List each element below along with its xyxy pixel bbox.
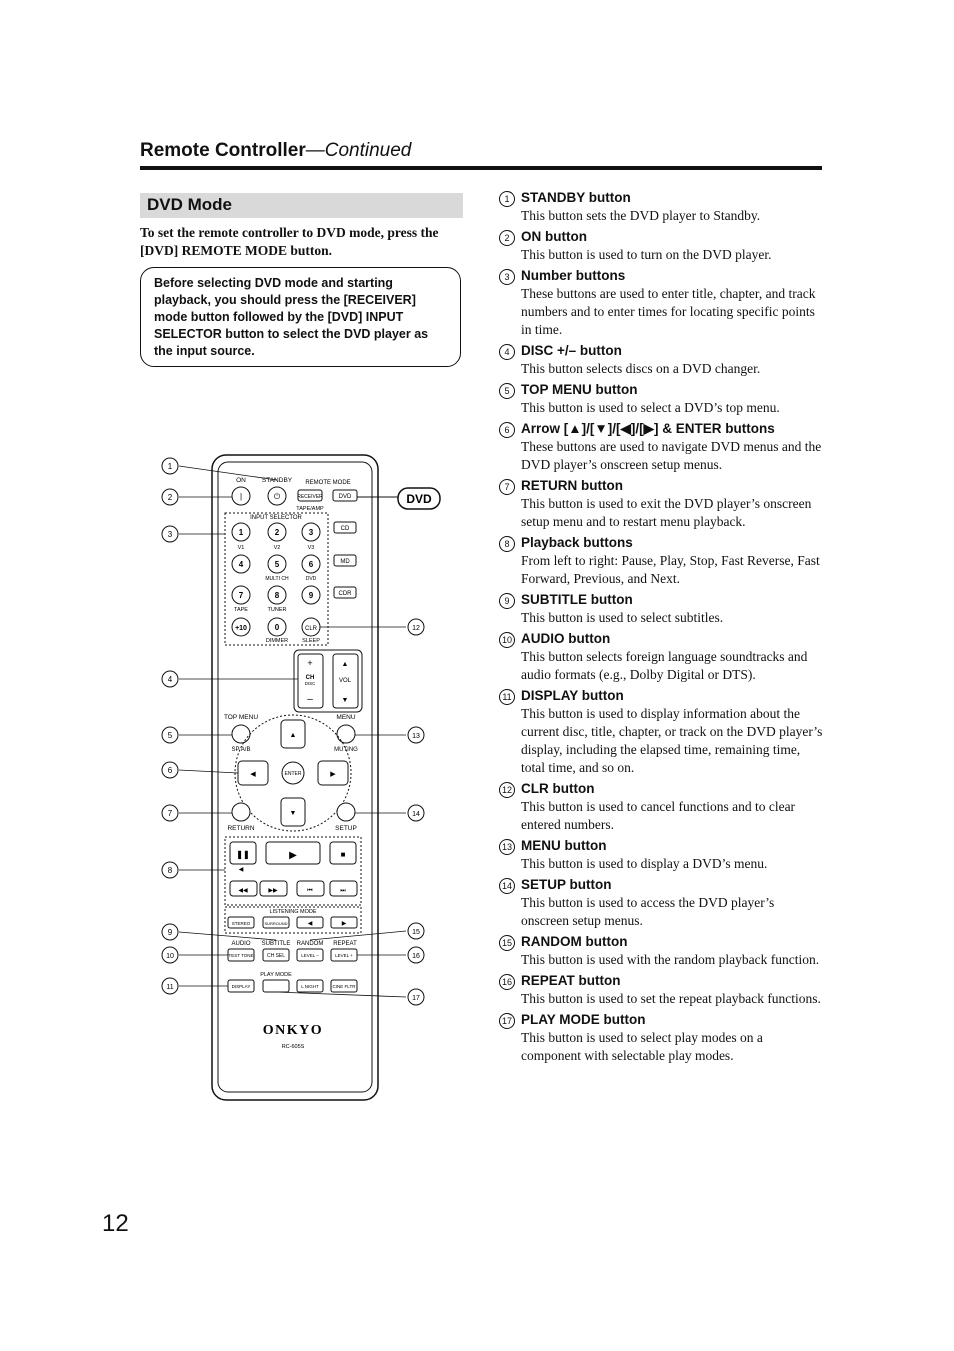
- cine-fltr-label: CINE FLTR: [332, 984, 356, 989]
- button-descriptions: [499, 189, 824, 1068]
- item-desc: This button sets the DVD player to Standby.: [521, 208, 761, 223]
- arrow-down-icon: ▼: [289, 810, 297, 817]
- model-label: RC-605S: [281, 1044, 305, 1050]
- v3-label: V3: [307, 545, 315, 551]
- item-title: Number buttons: [521, 268, 626, 283]
- input-selector-label: INPUT SELECTOR: [250, 515, 302, 521]
- level-plus-label: LEVEL +: [335, 953, 353, 958]
- item-desc: From left to right: Pause, Play, Stop, Fast Reverse, Fast Forward, Previous, and Next.: [521, 553, 820, 586]
- digit-label: 4: [238, 560, 244, 569]
- play-icon: ▶: [289, 850, 297, 861]
- callout-number: 3: [167, 530, 173, 539]
- item-desc: This button is used to turn on the DVD player.: [521, 247, 772, 262]
- setup-label: SETUP: [335, 825, 357, 832]
- plus-glyph: +: [307, 658, 313, 668]
- item-title: ON button: [521, 229, 587, 244]
- callout-number: 15: [412, 929, 420, 936]
- item-title: Playback buttons: [521, 535, 633, 550]
- subtitle-label: SUBTITLE: [261, 941, 291, 947]
- small-left-icon: ◀: [238, 867, 244, 873]
- item-number: 5: [499, 383, 515, 399]
- callout-number: 5: [167, 731, 173, 740]
- power-icon: ⏻: [273, 492, 281, 501]
- v2-label: V2: [273, 545, 281, 551]
- test-tone-label: TEST TONE: [228, 953, 254, 958]
- page-header: [140, 140, 822, 162]
- list-item: [499, 342, 824, 378]
- multi-ch-label: MULTI CH: [265, 576, 289, 582]
- pause-icon: ❚❚: [236, 850, 250, 859]
- item-desc: This button is used to select play modes on a component with selectable play modes.: [521, 1030, 763, 1063]
- dvd-callout-label: DVD: [406, 492, 432, 506]
- item-number: 7: [499, 479, 515, 495]
- item-desc: This button is used to display information about the current disc, title, chapter, or track on the DVD player’s display, including the elapsed time, remaining time, total time, and so on.: [521, 706, 823, 775]
- item-number: 6: [499, 422, 515, 438]
- zero-label: 0: [274, 623, 280, 632]
- section-title: DVD Mode: [147, 195, 232, 214]
- item-desc: These buttons are used to enter title, chapter, and track numbers and to enter times for locating specific points in time.: [521, 286, 816, 337]
- item-desc: These buttons are used to navigate DVD menus and the DVD player’s onscreen setup menus.: [521, 439, 822, 472]
- callout-number: 16: [412, 953, 420, 960]
- item-desc: This button is used to select subtitles.: [521, 610, 724, 625]
- remote-svg: [150, 440, 450, 1110]
- surround-label: SURROUND: [264, 921, 288, 926]
- list-item: [499, 1011, 824, 1065]
- disc-label: DISC: [304, 681, 316, 686]
- remote-mode-label: REMOTE MODE: [305, 480, 351, 486]
- item-desc: This button selects discs on a DVD changer.: [521, 361, 761, 376]
- item-title: DISPLAY button: [521, 688, 624, 703]
- brand-logo: ONKYO: [262, 1023, 324, 1038]
- list-item: [499, 228, 824, 264]
- digit-label: 3: [308, 528, 314, 537]
- item-title: CLR button: [521, 781, 595, 796]
- item-number: 4: [499, 344, 515, 360]
- dvd-mode-label: DVD: [338, 494, 352, 500]
- list-item: [499, 837, 824, 873]
- fast-forward-icon: ▶▶: [268, 888, 278, 894]
- callout-number: 12: [412, 625, 420, 632]
- random-label: RANDOM: [296, 941, 324, 947]
- arrow-left-icon: ◀: [250, 771, 256, 778]
- digit-label: 7: [238, 591, 244, 600]
- digit-label: 2: [274, 528, 280, 537]
- digit-label: 8: [274, 591, 280, 600]
- header-title: Remote Controller—Continued: [140, 140, 412, 161]
- digit-label: 9: [308, 591, 314, 600]
- previous-icon: ⏮: [307, 888, 313, 894]
- vol-up-icon: ▲: [341, 661, 349, 668]
- item-desc: This button selects foreign language soundtracks and audio formats (e.g., Dolby Digital or DTS).: [521, 649, 808, 682]
- item-title: SUBTITLE button: [521, 592, 633, 607]
- l-night-label: L NIGHT: [301, 984, 319, 989]
- item-number: 11: [499, 689, 515, 705]
- callout-number: 7: [167, 809, 173, 818]
- callout-number: 11: [166, 984, 174, 991]
- header-rule: [140, 166, 822, 170]
- callout-number: 4: [167, 675, 173, 684]
- list-item: [499, 534, 824, 588]
- setup-button[interactable]: [337, 803, 355, 821]
- listening-mode-label: LISTENING MODE: [269, 909, 317, 915]
- item-title: STANDBY button: [521, 190, 631, 205]
- list-item: [499, 189, 824, 225]
- on-button-glyph: |: [239, 492, 243, 501]
- arrow-up-icon: ▲: [289, 732, 297, 739]
- item-title: DISC +/– button: [521, 343, 622, 358]
- dimmer-label: DIMMER: [265, 638, 289, 644]
- list-item: [499, 780, 824, 834]
- callout-number: 10: [166, 953, 174, 960]
- menu-button[interactable]: [337, 725, 355, 743]
- standby-label: STANDBY: [261, 477, 293, 484]
- item-title: PLAY MODE button: [521, 1012, 646, 1027]
- top-menu-button[interactable]: [232, 725, 250, 743]
- level-minus-label: LEVEL –: [301, 953, 319, 958]
- enter-label: ENTER: [284, 771, 302, 777]
- sp-ab-label: SP A/B: [231, 747, 251, 753]
- item-desc: This button is used to access the DVD player’s onscreen setup menus.: [521, 895, 775, 928]
- item-title: Arrow [▲]/[▼]/[◀]/[▶] & ENTER buttons: [521, 421, 775, 436]
- callout-number: 2: [167, 493, 173, 502]
- item-title: SETUP button: [521, 877, 612, 892]
- callout-number: 6: [167, 766, 173, 775]
- repeat-label: REPEAT: [333, 941, 357, 947]
- item-desc: This button is used to cancel functions and to clear entered numbers.: [521, 799, 796, 832]
- item-number: 1: [499, 191, 515, 207]
- list-item: [499, 630, 824, 684]
- stop-icon: ■: [340, 850, 346, 859]
- item-number: 16: [499, 974, 515, 990]
- v1-label: V1: [237, 545, 245, 551]
- list-item: [499, 687, 824, 777]
- cdr-label: CDR: [338, 591, 352, 597]
- menu-label: MENU: [336, 714, 356, 721]
- ch-sel-label: CH SEL: [266, 953, 286, 959]
- return-label: RETURN: [227, 825, 255, 832]
- muting-label: MUTING: [334, 747, 358, 753]
- item-number: 8: [499, 536, 515, 552]
- list-item: [499, 477, 824, 531]
- callout-number: 9: [167, 928, 173, 937]
- item-number: 12: [499, 782, 515, 798]
- tuner-label: TUNER: [267, 607, 287, 613]
- note-box: Before selecting DVD mode and starting playback, you should press the [RECEIVER] mode button followed by the [DVD] INPUT SELECTOR button to select the DVD player as the input source.: [140, 267, 461, 367]
- listening-left-icon: ◀: [307, 921, 313, 927]
- top-menu-label: TOP MENU: [223, 714, 259, 721]
- item-desc: This button is used to set the repeat playback functions.: [521, 991, 821, 1006]
- item-title: MENU button: [521, 838, 607, 853]
- digit-label: 6: [308, 560, 314, 569]
- item-title: RETURN button: [521, 478, 623, 493]
- item-desc: This button is used to display a DVD’s menu.: [521, 856, 768, 871]
- plus10-label: +10: [235, 625, 247, 632]
- intro-text: To set the remote controller to DVD mode, press the [DVD] REMOTE MODE button.: [140, 225, 439, 258]
- section-title-bar: [140, 193, 463, 218]
- list-item: [499, 267, 824, 339]
- clr-label: CLR: [304, 626, 318, 632]
- item-number: 17: [499, 1013, 515, 1029]
- arrow-right-icon: ▶: [330, 771, 336, 778]
- item-number: 13: [499, 839, 515, 855]
- audio-label: AUDIO: [231, 941, 251, 947]
- item-number: 3: [499, 269, 515, 285]
- listening-right-icon: ▶: [341, 921, 347, 927]
- item-number: 14: [499, 878, 515, 894]
- sleep-label: SLEEP: [302, 638, 320, 644]
- list-item: [499, 420, 824, 474]
- vol-label: VOL: [338, 678, 352, 684]
- remote-illustration: [150, 440, 450, 1115]
- cd-label: CD: [340, 526, 350, 532]
- callout-number: 8: [167, 866, 173, 875]
- list-item: [499, 876, 824, 930]
- page-number: 12: [102, 1210, 129, 1237]
- play-mode-button[interactable]: [263, 980, 289, 992]
- vol-down-icon: ▼: [341, 697, 349, 704]
- list-item: [499, 381, 824, 417]
- receiver-label: RECEIVER: [297, 494, 323, 500]
- tape-label: TAPE: [234, 607, 248, 613]
- callout-number: 17: [412, 995, 420, 1002]
- item-desc: This button is used to exit the DVD player’s onscreen setup menu and to restart menu playback.: [521, 496, 812, 529]
- stereo-label: STEREO: [231, 921, 251, 926]
- callout-number: 1: [167, 462, 173, 471]
- list-item: [499, 933, 824, 969]
- item-title: RANDOM button: [521, 934, 628, 949]
- list-item: [499, 972, 824, 1008]
- on-label: ON: [236, 477, 246, 484]
- digit-label: 5: [274, 560, 280, 569]
- ch-label: CH: [305, 675, 315, 681]
- item-number: 15: [499, 935, 515, 951]
- digit-label: 1: [238, 528, 244, 537]
- item-number: 9: [499, 593, 515, 609]
- display-label: DISPLAY: [231, 984, 251, 989]
- item-title: REPEAT button: [521, 973, 621, 988]
- item-number: 2: [499, 230, 515, 246]
- return-button[interactable]: [232, 803, 250, 821]
- dvd-small-label: DVD: [305, 576, 317, 582]
- list-item: [499, 591, 824, 627]
- tape-amp-label: TAPE/AMP: [296, 506, 324, 512]
- play-mode-label: PLAY MODE: [260, 972, 292, 978]
- item-number: 10: [499, 632, 515, 648]
- fast-reverse-icon: ◀◀: [238, 888, 248, 894]
- item-desc: This button is used to select a DVD’s top menu.: [521, 400, 780, 415]
- item-title: TOP MENU button: [521, 382, 638, 397]
- minus-glyph: –: [307, 694, 313, 705]
- md-label: MD: [340, 559, 350, 565]
- item-desc: This button is used with the random playback function.: [521, 952, 820, 967]
- callout-number: 14: [412, 811, 420, 818]
- item-title: AUDIO button: [521, 631, 611, 646]
- callout-number: 13: [412, 733, 420, 740]
- next-icon: ⏭: [340, 888, 346, 894]
